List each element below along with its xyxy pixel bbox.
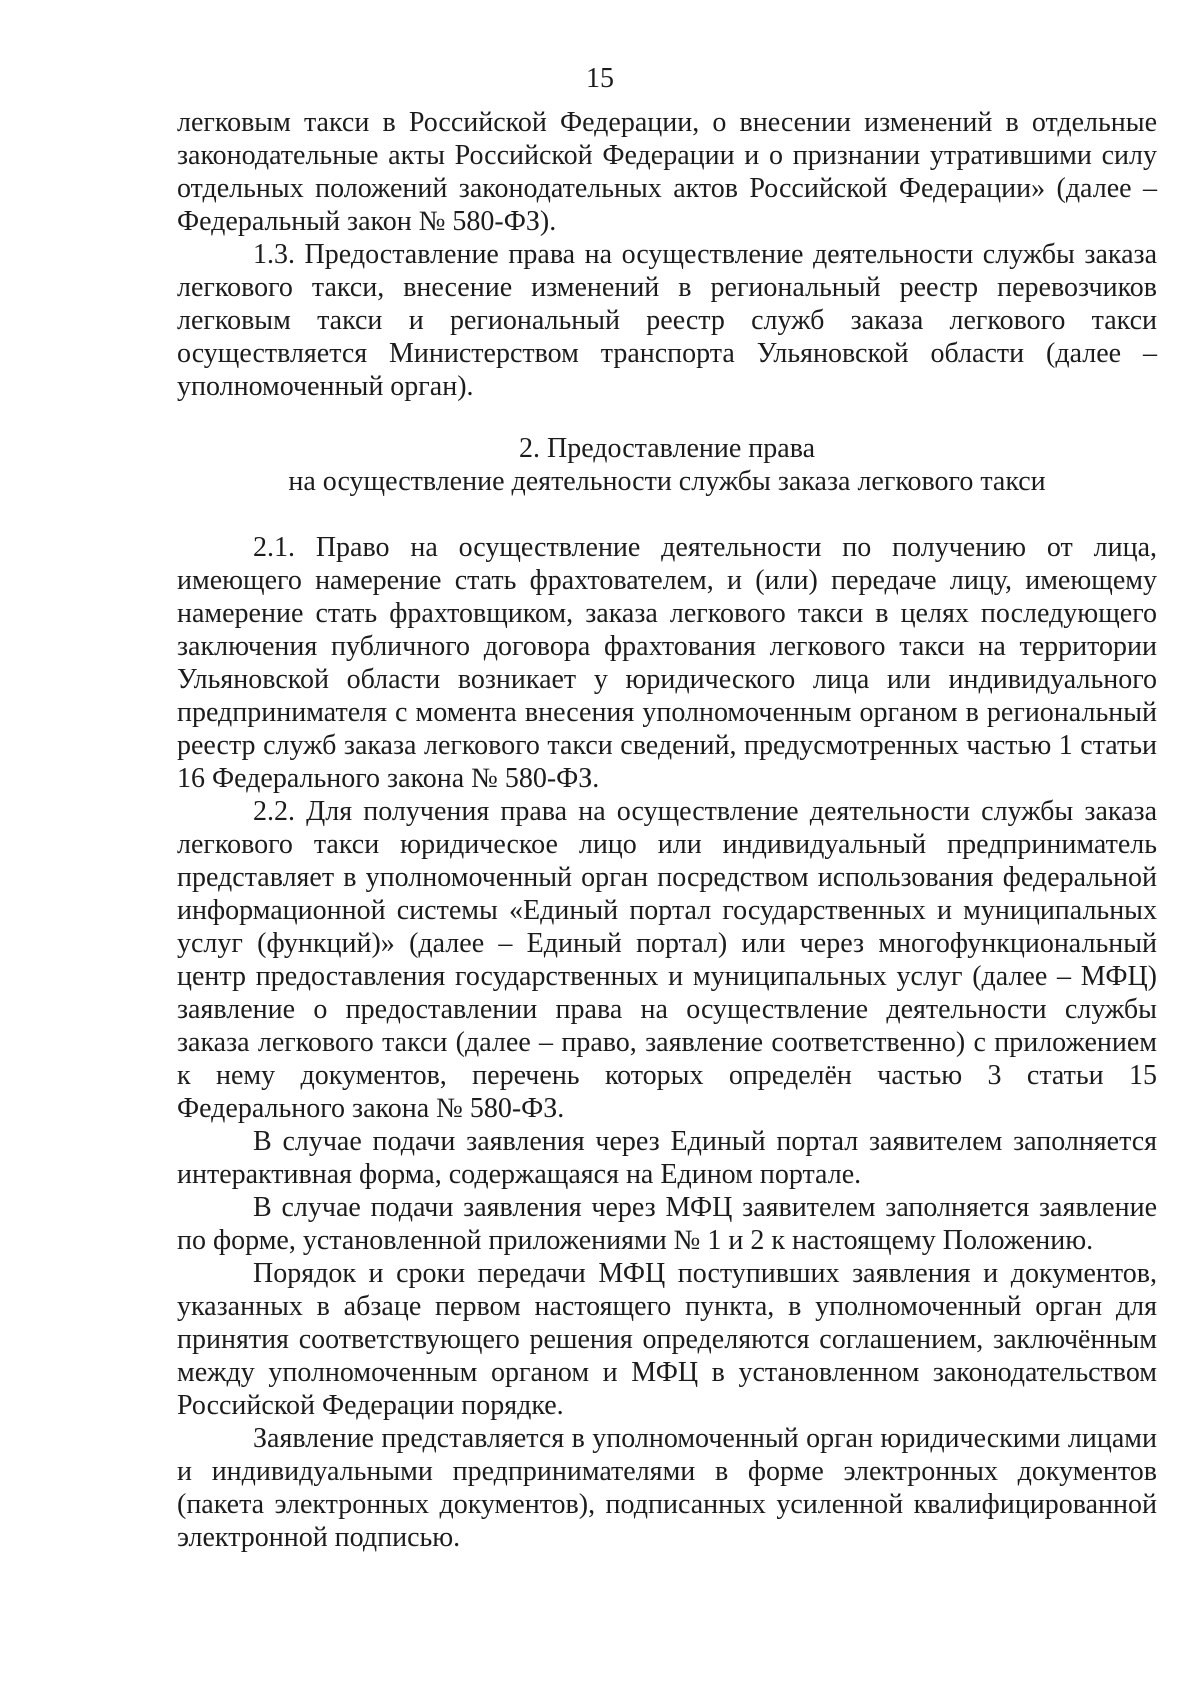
document-body xyxy=(177,106,1157,1554)
paragraph-order: Порядок и сроки передачи МФЦ поступивших заявления и документов, указанных в абзаце первом настоящего пункта, в уполномоченный орган для принятия соответствующего решения определяются соглашением, заключённым между уполномоченным органом и МФЦ в установленном законодательством Российской Федерации порядке. xyxy=(177,1258,1157,1421)
page-number: 15 xyxy=(586,63,614,94)
section-2-heading-line1: 2. Предоставление права xyxy=(519,433,815,464)
paragraph-1-3: 1.3. Предоставление права на осуществление деятельности службы заказа легкового такси, внесение изменений в региональный реестр перевозчиков легковым такси и региональный реестр служб заказа легкового такси осуществляется Министерством транспорта Ульяновской области (далее – уполномоченный орган). xyxy=(177,239,1157,402)
paragraph-submission: Заявление представляется в уполномоченный орган юридическими лицами и индивидуальными предпринимателями в форме электронных документов (пакета электронных документов), подписанных усиленной квалифицированной электронной подписью. xyxy=(177,1423,1157,1553)
paragraph-2-2: 2.2. Для получения права на осуществление деятельности службы заказа легкового такси юридическое лицо или индивидуальный предприниматель представляет в уполномоченный орган посредством использования федеральной информационной системы «Единый портал государственных и муниципальных услуг (функций)» (далее – Единый портал) или через многофункциональный центр предоставления государственных и муниципальных услуг (далее – МФЦ) заявление о предоставлении права на осуществление деятельности службы заказа легкового такси (далее – право, заявление соответственно) с приложением к нему документов, перечень которых определён частью 3 статьи 15 Федерального закона № 580-ФЗ. xyxy=(177,796,1157,1124)
paragraph-2-1: 2.1. Право на осуществление деятельности по получению от лица, имеющего намерение стать фрахтователем, и (или) передаче лицу, имеющему намерение стать фрахтовщиком, заказа легкового такси в целях последующего заключения публичного договора фрахтования легкового такси на территории Ульяновской области возникает у юридического лица или индивидуального предпринимателя с момента внесения уполномоченным органом в региональный реестр служб заказа легкового такси сведений, предусмотренных частью 1 статьи 16 Федерального закона № 580-ФЗ. xyxy=(177,532,1157,794)
intro-paragraph: легковым такси в Российской Федерации, о внесении изменений в отдельные законодательные акты Российской Федерации и о признании утратившими силу отдельных положений законодательных актов Российской Федерации» (далее – Федеральный закон № 580-ФЗ). xyxy=(177,107,1157,237)
section-2-heading-line2: на осуществление деятельности службы заказа легкового такси xyxy=(288,466,1046,497)
paragraph-mfc: В случае подачи заявления через МФЦ заявителем заполняется заявление по форме, установленной приложениями № 1 и 2 к настоящему Положению. xyxy=(177,1192,1157,1256)
paragraph-portal: В случае подачи заявления через Единый портал заявителем заполняется интерактивная форма, содержащаяся на Едином портале. xyxy=(177,1126,1157,1190)
section-2-heading xyxy=(177,432,1157,498)
